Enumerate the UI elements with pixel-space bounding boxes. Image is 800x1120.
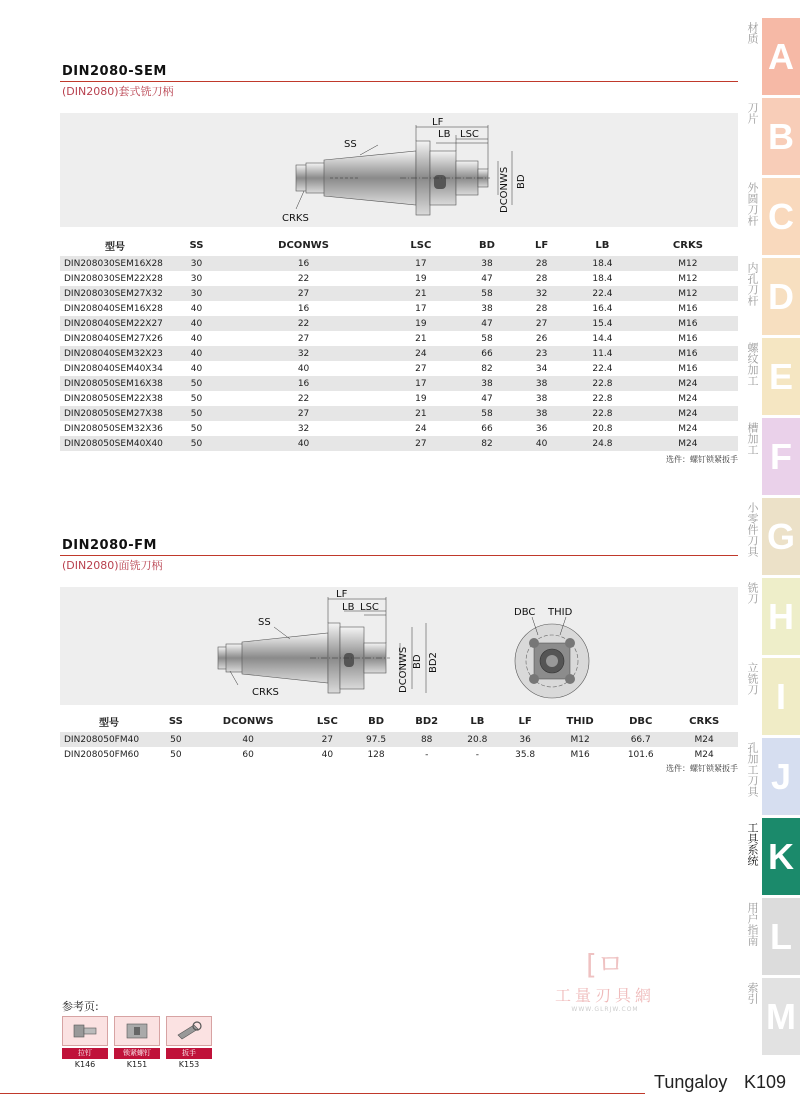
value-cell: 16.4 bbox=[592, 303, 613, 314]
pull-stud-icon bbox=[70, 1019, 100, 1043]
fm-crks-label: CRKS bbox=[252, 687, 279, 698]
value-cell: 28 bbox=[535, 303, 548, 314]
fm-bd-label: BD bbox=[412, 654, 423, 669]
tab-label: 索引 bbox=[746, 982, 759, 1004]
model-cell: DIN208050SEM27X38 bbox=[64, 408, 163, 419]
value-cell: 40 bbox=[535, 438, 548, 449]
model-cell: DIN208030SEM22X28 bbox=[64, 273, 163, 284]
sem-col-lb: LB bbox=[595, 240, 610, 251]
sem-title: DIN2080-SEM bbox=[62, 64, 167, 79]
value-cell: 21 bbox=[415, 288, 427, 299]
value-cell: - bbox=[475, 749, 479, 760]
value-cell: 47 bbox=[481, 273, 493, 284]
table-row bbox=[60, 301, 738, 316]
fm-title-rule bbox=[60, 555, 738, 556]
value-cell: 21 bbox=[415, 333, 427, 344]
value-cell: M24 bbox=[678, 408, 698, 419]
value-cell: 30 bbox=[190, 288, 203, 299]
fm-holder-drawing bbox=[60, 587, 738, 705]
tab-label: 用户指南 bbox=[746, 902, 759, 946]
value-cell: 38 bbox=[535, 408, 548, 419]
value-cell: 17 bbox=[415, 303, 427, 314]
value-cell: 27 bbox=[321, 734, 334, 745]
value-cell: 128 bbox=[367, 749, 385, 760]
value-cell: M16 bbox=[678, 303, 698, 314]
tab-letter: K bbox=[762, 818, 800, 895]
value-cell: 38 bbox=[535, 393, 548, 404]
tab-e[interactable] bbox=[746, 338, 800, 415]
fm-dconws-label: DCONWS bbox=[398, 646, 409, 693]
value-cell: 28 bbox=[535, 273, 548, 284]
value-cell: 34 bbox=[535, 363, 548, 374]
value-cell: 36 bbox=[519, 734, 531, 745]
value-cell: 32 bbox=[297, 348, 310, 359]
fm-spec-table bbox=[60, 712, 738, 762]
reference-item-locking-screw[interactable] bbox=[114, 1016, 160, 1069]
reference-page: K151 bbox=[126, 1060, 148, 1069]
value-cell: 88 bbox=[420, 734, 433, 745]
table-row bbox=[60, 747, 738, 762]
fm-subtitle: (DIN2080)面铣刀柄 bbox=[62, 559, 163, 572]
sem-crks-label: CRKS bbox=[282, 213, 309, 224]
value-cell: 38 bbox=[481, 258, 493, 269]
watermark-logo bbox=[540, 943, 670, 1013]
watermark-url: WWW.GLRJW.COM bbox=[571, 1006, 639, 1013]
value-cell: 40 bbox=[242, 734, 254, 745]
fm-col-ss: SS bbox=[168, 716, 183, 727]
value-cell: 27 bbox=[535, 318, 548, 329]
sem-col-bd: BD bbox=[478, 240, 495, 251]
fm-lb-label: LB bbox=[342, 602, 355, 613]
tab-letter: D bbox=[762, 258, 800, 335]
value-cell: 20.8 bbox=[467, 734, 488, 745]
value-cell: 32 bbox=[535, 288, 548, 299]
value-cell: M24 bbox=[678, 423, 698, 434]
value-cell: 20.8 bbox=[592, 423, 613, 434]
reference-tag: 拉钉 bbox=[62, 1048, 108, 1059]
value-cell: M12 bbox=[570, 734, 590, 745]
sem-holder-drawing bbox=[60, 113, 738, 227]
reference-page: K146 bbox=[74, 1060, 96, 1069]
value-cell: M24 bbox=[678, 393, 698, 404]
value-cell: 15.4 bbox=[592, 318, 613, 329]
watermark-mark: [ㅁ bbox=[586, 948, 624, 981]
chapter-tabs bbox=[746, 18, 800, 1058]
value-cell: M12 bbox=[678, 273, 698, 284]
value-cell: M16 bbox=[678, 348, 698, 359]
model-cell: DIN208030SEM27X32 bbox=[64, 288, 163, 299]
value-cell: 27 bbox=[297, 333, 310, 344]
fm-bd2-label: BD2 bbox=[428, 652, 439, 673]
value-cell: 23 bbox=[535, 348, 548, 359]
fm-note: 选件：螺钉锁紧扳手 bbox=[666, 764, 738, 773]
tab-label: 立铣刀 bbox=[746, 662, 759, 695]
fm-lf-label: LF bbox=[336, 589, 348, 600]
value-cell: 101.6 bbox=[627, 749, 654, 760]
tab-label: 铣刀 bbox=[746, 582, 759, 604]
sem-ss-label: SS bbox=[344, 139, 357, 150]
tab-c[interactable] bbox=[746, 178, 800, 255]
sem-col-crks: CRKS bbox=[672, 240, 703, 251]
value-cell: 24 bbox=[415, 348, 427, 359]
value-cell: 50 bbox=[190, 438, 203, 449]
tab-m[interactable] bbox=[746, 978, 800, 1055]
reference-page: K153 bbox=[178, 1060, 200, 1069]
value-cell: M24 bbox=[694, 734, 714, 745]
value-cell: 27 bbox=[415, 363, 427, 374]
tab-label: 槽加工 bbox=[746, 422, 759, 455]
tab-label: 外圆刀杆 bbox=[746, 182, 759, 226]
value-cell: 28 bbox=[535, 258, 548, 269]
tab-letter: H bbox=[762, 578, 800, 655]
model-cell: DIN208040SEM16X28 bbox=[64, 303, 163, 314]
value-cell: 58 bbox=[481, 333, 493, 344]
value-cell: M24 bbox=[678, 438, 698, 449]
tab-letter: G bbox=[762, 498, 800, 575]
value-cell: M16 bbox=[678, 363, 698, 374]
tab-f[interactable] bbox=[746, 418, 800, 495]
fm-title: DIN2080-FM bbox=[62, 538, 157, 553]
value-cell: 40 bbox=[190, 363, 203, 374]
value-cell: 22.4 bbox=[592, 288, 613, 299]
tab-a[interactable] bbox=[746, 18, 800, 95]
fm-col-lf: LF bbox=[518, 716, 532, 727]
value-cell: 19 bbox=[415, 318, 427, 329]
value-cell: 22.8 bbox=[592, 378, 613, 389]
value-cell: 47 bbox=[481, 393, 493, 404]
value-cell: 82 bbox=[481, 438, 493, 449]
sem-table-header bbox=[60, 236, 738, 256]
value-cell: 50 bbox=[190, 378, 203, 389]
value-cell: M16 bbox=[678, 333, 698, 344]
tab-letter: A bbox=[762, 18, 800, 95]
model-cell: DIN208050FM40 bbox=[64, 734, 140, 745]
tab-label: 内孔刀杆 bbox=[746, 262, 759, 306]
table-row bbox=[60, 732, 738, 747]
model-cell: DIN208050SEM22X38 bbox=[64, 393, 163, 404]
model-cell: DIN208040SEM40X34 bbox=[64, 363, 163, 374]
tab-label: 小零件刀具 bbox=[746, 502, 759, 557]
wrench-icon bbox=[174, 1019, 204, 1043]
reference-label: 参考页: bbox=[62, 1000, 99, 1013]
table-row bbox=[60, 376, 738, 391]
page-number: K109 bbox=[744, 1072, 787, 1092]
value-cell: 50 bbox=[170, 749, 182, 760]
tab-label: 孔加工刀具 bbox=[746, 742, 759, 797]
value-cell: M12 bbox=[678, 288, 698, 299]
sem-note: 选件：螺钉锁紧扳手 bbox=[666, 455, 738, 464]
value-cell: 38 bbox=[481, 303, 493, 314]
fm-diagram bbox=[60, 587, 738, 705]
reference-item-wrench[interactable] bbox=[166, 1016, 212, 1069]
fm-col-bd: BD bbox=[368, 716, 385, 727]
value-cell: 35.8 bbox=[515, 749, 536, 760]
tab-letter: M bbox=[762, 978, 800, 1055]
value-cell: 16 bbox=[297, 378, 310, 389]
table-row bbox=[60, 421, 738, 436]
value-cell: M24 bbox=[694, 749, 714, 760]
value-cell: 50 bbox=[190, 423, 203, 434]
model-cell: DIN208030SEM16X28 bbox=[64, 258, 163, 269]
sem-lsc-label: LSC bbox=[460, 129, 479, 140]
tab-k[interactable] bbox=[746, 818, 800, 895]
tab-label: 螺纹加工 bbox=[746, 342, 759, 386]
model-cell: DIN208050SEM40X40 bbox=[64, 438, 163, 449]
value-cell: M24 bbox=[678, 378, 698, 389]
value-cell: 22 bbox=[297, 273, 310, 284]
tab-label: 刀片 bbox=[746, 102, 759, 124]
model-cell: DIN208050SEM32X36 bbox=[64, 423, 163, 434]
table-row bbox=[60, 361, 738, 376]
value-cell: 32 bbox=[297, 423, 310, 434]
tab-g[interactable] bbox=[746, 498, 800, 575]
fm-col-dconws: DCONWS bbox=[222, 716, 274, 727]
sem-col-model: 型号 bbox=[105, 242, 125, 253]
value-cell: M16 bbox=[570, 749, 590, 760]
table-row bbox=[60, 286, 738, 301]
sem-lf-label: LF bbox=[432, 117, 444, 128]
value-cell: 40 bbox=[297, 363, 310, 374]
value-cell: 47 bbox=[481, 318, 493, 329]
model-cell: DIN208040SEM22X27 bbox=[64, 318, 163, 329]
value-cell: 16 bbox=[297, 258, 310, 269]
value-cell: 82 bbox=[481, 363, 493, 374]
sem-spec-table bbox=[60, 236, 738, 451]
fm-col-thid: THID bbox=[566, 716, 594, 727]
fm-lsc-label: LSC bbox=[360, 602, 379, 613]
tab-l[interactable] bbox=[746, 898, 800, 975]
tab-letter: L bbox=[762, 898, 800, 975]
tab-letter: E bbox=[762, 338, 800, 415]
tab-label: 工具系统 bbox=[746, 822, 759, 866]
tab-i[interactable] bbox=[746, 658, 800, 735]
table-row bbox=[60, 331, 738, 346]
value-cell: 50 bbox=[190, 393, 203, 404]
value-cell: 24.8 bbox=[592, 438, 613, 449]
value-cell: 40 bbox=[190, 333, 203, 344]
value-cell: 22.8 bbox=[592, 408, 613, 419]
model-cell: DIN208040SEM27X26 bbox=[64, 333, 163, 344]
fm-col-lb: LB bbox=[470, 716, 485, 727]
model-cell: DIN208050SEM16X38 bbox=[64, 378, 163, 389]
fm-thid-label: THID bbox=[548, 607, 573, 618]
tab-letter: J bbox=[762, 738, 800, 815]
value-cell: 58 bbox=[481, 288, 493, 299]
value-cell: 27 bbox=[297, 408, 310, 419]
tab-b[interactable] bbox=[746, 98, 800, 175]
sem-col-lsc: LSC bbox=[410, 240, 432, 251]
value-cell: 19 bbox=[415, 393, 427, 404]
tab-letter: F bbox=[762, 418, 800, 495]
sem-dconws-label: DCONWS bbox=[499, 166, 510, 213]
value-cell: 22 bbox=[297, 393, 310, 404]
fm-col-dbc: DBC bbox=[629, 716, 653, 727]
model-cell: DIN208040SEM32X23 bbox=[64, 348, 163, 359]
reference-item-pull-stud[interactable] bbox=[62, 1016, 108, 1069]
fm-col-model: 型号 bbox=[99, 718, 119, 729]
fm-ss-label: SS bbox=[258, 617, 271, 628]
table-row bbox=[60, 406, 738, 421]
tab-label: 材质 bbox=[746, 22, 759, 44]
watermark-text: 工量刃具網 bbox=[554, 986, 655, 1005]
value-cell: 16 bbox=[297, 303, 310, 314]
sem-subtitle: (DIN2080)套式铣刀柄 bbox=[62, 85, 174, 98]
value-cell: 27 bbox=[297, 288, 310, 299]
value-cell: - bbox=[425, 749, 429, 760]
table-row bbox=[60, 256, 738, 271]
value-cell: 40 bbox=[190, 318, 203, 329]
value-cell: 66.7 bbox=[630, 734, 651, 745]
tab-j[interactable] bbox=[746, 738, 800, 815]
sem-col-dconws: DCONWS bbox=[278, 240, 329, 251]
locking-screw-icon bbox=[122, 1019, 152, 1043]
value-cell: 30 bbox=[190, 258, 203, 269]
value-cell: 50 bbox=[190, 408, 203, 419]
value-cell: 22.4 bbox=[592, 363, 613, 374]
value-cell: 21 bbox=[415, 408, 427, 419]
value-cell: 22.8 bbox=[592, 393, 613, 404]
value-cell: 36 bbox=[535, 423, 548, 434]
tab-letter: C bbox=[762, 178, 800, 255]
sem-lb-label: LB bbox=[438, 129, 451, 140]
value-cell: 19 bbox=[415, 273, 427, 284]
sem-table-body bbox=[60, 256, 738, 451]
fm-col-bd2: BD2 bbox=[415, 716, 439, 727]
value-cell: 60 bbox=[242, 749, 254, 760]
value-cell: 24 bbox=[415, 423, 427, 434]
brand-name: Tungaloy bbox=[654, 1072, 728, 1092]
footer-rule bbox=[0, 1093, 645, 1094]
value-cell: M12 bbox=[678, 258, 698, 269]
table-row bbox=[60, 271, 738, 286]
fm-col-crks: CRKS bbox=[689, 716, 720, 727]
value-cell: 26 bbox=[535, 333, 548, 344]
value-cell: 30 bbox=[190, 273, 203, 284]
value-cell: 27 bbox=[415, 438, 427, 449]
tab-d[interactable] bbox=[746, 258, 800, 335]
sem-diagram bbox=[60, 113, 738, 227]
table-row bbox=[60, 346, 738, 361]
value-cell: 38 bbox=[535, 378, 548, 389]
table-row bbox=[60, 391, 738, 406]
tab-letter: B bbox=[762, 98, 800, 175]
value-cell: 40 bbox=[321, 749, 334, 760]
value-cell: 97.5 bbox=[366, 734, 387, 745]
value-cell: 17 bbox=[415, 378, 427, 389]
sem-col-lf: LF bbox=[535, 240, 549, 251]
sem-title-rule bbox=[60, 81, 738, 82]
value-cell: M16 bbox=[678, 318, 698, 329]
value-cell: 17 bbox=[415, 258, 427, 269]
value-cell: 11.4 bbox=[592, 348, 613, 359]
value-cell: 22 bbox=[297, 318, 310, 329]
sem-bd-label: BD bbox=[516, 174, 527, 189]
value-cell: 66 bbox=[481, 423, 493, 434]
fm-table-body bbox=[60, 732, 738, 762]
value-cell: 40 bbox=[190, 303, 203, 314]
sem-col-ss: SS bbox=[189, 240, 204, 251]
table-row bbox=[60, 316, 738, 331]
value-cell: 18.4 bbox=[592, 273, 613, 284]
fm-dbc-label: DBC bbox=[514, 607, 536, 618]
table-row bbox=[60, 436, 738, 451]
tab-h[interactable] bbox=[746, 578, 800, 655]
value-cell: 58 bbox=[481, 408, 493, 419]
value-cell: 40 bbox=[190, 348, 203, 359]
value-cell: 38 bbox=[481, 378, 493, 389]
fm-table-header bbox=[60, 712, 738, 732]
value-cell: 18.4 bbox=[592, 258, 613, 269]
tab-letter: I bbox=[762, 658, 800, 735]
value-cell: 14.4 bbox=[592, 333, 613, 344]
value-cell: 40 bbox=[297, 438, 310, 449]
model-cell: DIN208050FM60 bbox=[64, 749, 140, 760]
value-cell: 66 bbox=[481, 348, 493, 359]
reference-tag: 扳手 bbox=[166, 1048, 212, 1059]
reference-tag: 锁紧螺钉 bbox=[114, 1048, 160, 1059]
value-cell: 50 bbox=[170, 734, 182, 745]
fm-col-lsc: LSC bbox=[316, 716, 338, 727]
